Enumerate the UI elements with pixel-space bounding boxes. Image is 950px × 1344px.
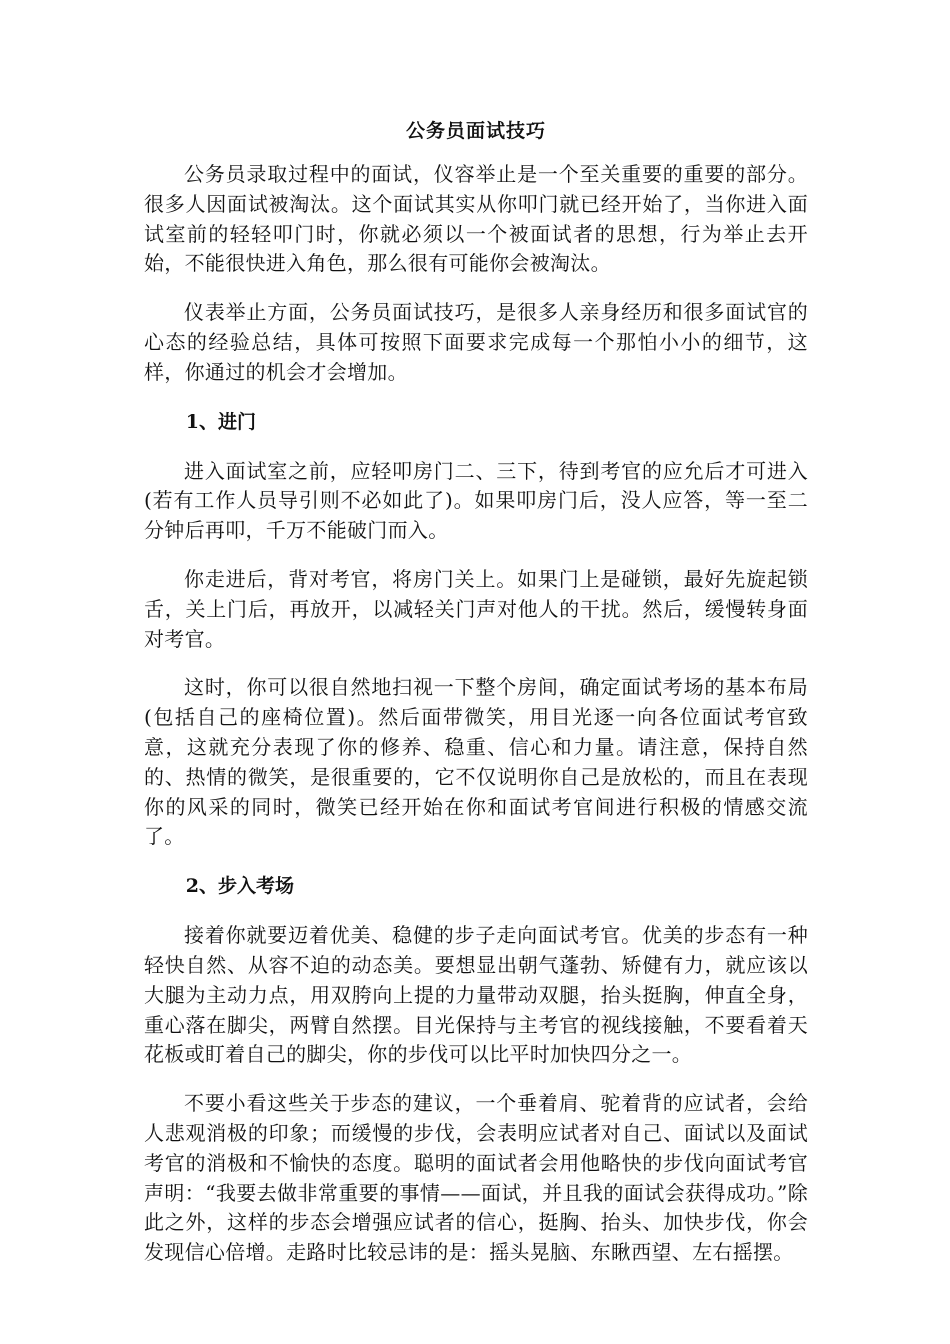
section-2-paragraph-2: 不要小看这些关于步态的建议，一个垂着肩、驼着背的应试者，会给人悲观消极的印象；而缓慢的步伐，会表明应试者对自己、面试以及面试考官的消极和不愉快的态度。聪明的面试者会用他略快的步伐向面试考官声明：“我要去做非常重要的事情——面试，并且我的面试会获得成功。”除此之外，这样的步态会增强应试者的信心，挺胸、抬头、加快步伐，你会发现信心倍增。走路时比较忌讳的是：摇头晃脑、东瞅西望、左右摇摆。 xyxy=(144,1091,808,1265)
section-1-paragraph-2: 你走进后，背对考官，将房门关上。如果门上是碰锁，最好先旋起锁舌，关上门后，再放开，以减轻关门声对他人的干扰。然后，缓慢转身面对考官。 xyxy=(144,566,808,651)
intro-paragraph-1: 公务员录取过程中的面试，仪容举止是一个至关重要的重要的部分。很多人因面试被淘汰。这个面试其实从你叩门就已经开始了，当你进入面试室前的轻轻叩门时，你就必须以一个被面试者的思想，行为举止去开始，不能很快进入角色，那么很有可能你会被淘汰。 xyxy=(144,162,808,276)
intro-paragraph-2: 仪表举止方面，公务员面试技巧，是很多人亲身经历和很多面试官的心态的经验总结，具体可按照下面要求完成每一个那怕小小的细节，这样，你通过的机会才会增加。 xyxy=(144,300,808,384)
document-page xyxy=(144,116,808,1287)
section-1-paragraph-1: 进入面试室之前，应轻叩房门二、三下，待到考官的应允后才可进入(若有工作人员导引则不必如此了)。如果叩房门后，没人应答，等一至二分钟后再叩，千万不能破门而入。 xyxy=(144,458,808,543)
document-title: 公务员面试技巧 xyxy=(405,120,546,142)
section-heading-enter: 1、进门 xyxy=(185,410,257,433)
section-2-paragraph-1: 接着你就要迈着优美、稳健的步子走向面试考官。优美的步态有一种轻快自然、从容不迫的动态美。要想显出朝气蓬勃、矫健有力，就应该以大腿为主动力点，用双胯向上提的力量带动双腿，抬头挺胸，伸直全身，重心落在脚尖，两臂自然摆。目光保持与主考官的视线接触，不要看着天花板或盯着自己的脚尖，你的步伐可以比平时加快四分之一。 xyxy=(144,923,808,1067)
section-1-paragraph-3: 这时，你可以很自然地扫视一下整个房间，确定面试考场的基本布局(包括自己的座椅位置)。然后面带微笑，用目光逐一向各位面试考官致意，这就充分表现了你的修养、稳重、信心和力量。请注意，保持自然的、热情的微笑，是很重要的，它不仅说明你自己是放松的，而且在表现你的风采的同时，微笑已经开始在你和面试考官间进行积极的情感交流了。 xyxy=(144,675,808,849)
section-heading-enter-exam-room: 2、步入考场 xyxy=(185,875,295,898)
